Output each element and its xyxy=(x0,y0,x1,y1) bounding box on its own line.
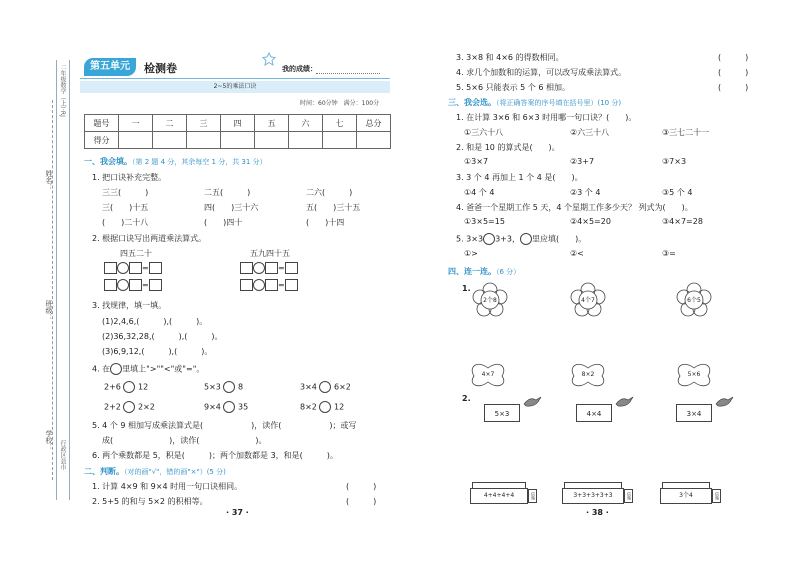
section-4-note: （6 分） xyxy=(496,268,521,276)
q1-item: 二六( ) xyxy=(306,188,353,197)
butterfly-label: 8×2 xyxy=(581,371,595,378)
margin-strip-top: 二年级数学（上）·RJ xyxy=(59,64,66,117)
answer-paren[interactable]: ( ) xyxy=(718,53,749,62)
flower[interactable] xyxy=(570,282,606,318)
choice-5: 5. 3×3 3+3， 里应填( )。 xyxy=(456,234,587,244)
envelope[interactable]: 3×4 xyxy=(676,404,712,422)
mailbox[interactable]: 3个4 xyxy=(660,488,712,504)
judge-1: 1. 计算 4×9 和 9×4 时用一句口诀相同。 xyxy=(92,482,243,491)
class-label: 班级： xyxy=(45,300,53,321)
answer-paren[interactable]: ( ) xyxy=(346,482,377,491)
unit-tag: 第五单元 xyxy=(84,58,136,76)
table-cell: 三 xyxy=(187,115,221,132)
bird-icon xyxy=(714,394,734,408)
q3-line: (1)2,4,6,( ),( )。 xyxy=(102,317,208,326)
section-1-heading xyxy=(84,156,267,167)
mailbox[interactable]: 4+4+4+4 xyxy=(470,488,528,504)
judge-5: 5. 5×6 只能表示 5 个 6 相加。 xyxy=(456,83,570,92)
q1-item: 二五( ) xyxy=(204,188,251,197)
score-table xyxy=(84,114,391,149)
q4-item: 3×4 6×2 xyxy=(300,382,351,392)
table-cell: 五 xyxy=(255,115,289,132)
right-page xyxy=(400,0,800,579)
q1-item: 五( )三十五 xyxy=(306,203,361,212)
mailbox-tag: 信箱 xyxy=(624,489,633,503)
flower-label: 6个5 xyxy=(687,297,701,304)
choice-option: ①三六十八 xyxy=(464,128,504,137)
score-label: 我的成绩： xyxy=(282,65,317,73)
butterfly[interactable] xyxy=(468,362,508,390)
q2-rhyme-a: 四五二十 xyxy=(120,249,152,258)
title-rule xyxy=(80,78,390,79)
score-cell[interactable] xyxy=(153,132,187,149)
q2-boxes-a2: = xyxy=(104,279,162,291)
q2-boxes-a1: = xyxy=(104,262,162,274)
flower[interactable] xyxy=(472,282,508,318)
score-blank[interactable] xyxy=(316,73,380,74)
margin-strip-bottom: 行政区县市 xyxy=(59,440,66,470)
section-4-title: 四、连一连。 xyxy=(448,267,496,276)
q3-line: (3)6,9,12,( ),( )。 xyxy=(102,347,213,356)
q5-line-2: 成( )，读作( )。 xyxy=(102,436,267,445)
time-info: 时间：60分钟 满分：100分 xyxy=(300,100,380,107)
school-label: 学校： xyxy=(45,430,53,451)
table-cell: 得分 xyxy=(85,132,119,149)
q3-title: 3. 找规律，填一填。 xyxy=(92,301,167,310)
page-number: · 38 · xyxy=(586,508,609,517)
choice-option: ③4×7=28 xyxy=(662,217,703,226)
section-3-note: （将正确答案的序号填在括号里）(10 分) xyxy=(496,99,622,107)
link-2-number: 2. xyxy=(462,394,471,403)
choice-option: ②3+7 xyxy=(570,157,595,166)
butterfly[interactable] xyxy=(568,362,608,390)
unit-title: 检测卷 xyxy=(144,62,177,75)
mailbox-tag: 信箱 xyxy=(528,489,537,503)
choice-4: 4. 爸爸一个星期工作 5 天，4 个星期工作多少天？ 列式为( )。 xyxy=(456,203,693,212)
section-4-heading xyxy=(448,266,520,277)
butterfly[interactable] xyxy=(674,362,714,390)
choice-option: ②3 个 4 xyxy=(570,188,601,197)
q2-title: 2. 根据口诀写出两道乘法算式。 xyxy=(92,234,207,243)
mailbox-tag: 信箱 xyxy=(712,489,721,503)
table-cell: 四 xyxy=(221,115,255,132)
envelope[interactable]: 5×3 xyxy=(484,404,520,422)
choice-option: ③5 个 4 xyxy=(662,188,693,197)
score-cell[interactable] xyxy=(289,132,323,149)
flower[interactable] xyxy=(676,282,712,318)
name-label: 姓名： xyxy=(45,170,53,191)
choice-2: 2. 和是 10 的算式是( )。 xyxy=(456,143,560,152)
score-table-row xyxy=(85,132,391,149)
q3-line: (2)36,32,28,( ),( )。 xyxy=(102,332,223,341)
choice-option: ②< xyxy=(570,249,584,258)
link-1-number: 1. xyxy=(462,284,471,293)
choice-option: ①> xyxy=(464,249,478,258)
q1-item: 三( )十五 xyxy=(102,203,149,212)
choice-option: ③三七二十一 xyxy=(662,128,710,137)
cut-line xyxy=(52,100,53,480)
envelope[interactable]: 4×4 xyxy=(576,404,612,422)
choice-option: ①3×5=15 xyxy=(464,217,505,226)
q4-title: 4. 在 里填上">""<"或"="。 xyxy=(92,364,205,374)
judge-4: 4. 求几个加数和的运算，可以改写成乘法算式。 xyxy=(456,68,627,77)
choice-3: 3. 3 个 4 再加上 1 个 4 是( )。 xyxy=(456,173,583,182)
q1-item: 四( )三十六 xyxy=(204,203,259,212)
q4-item: 5×3 8 xyxy=(204,382,244,392)
table-cell: 七 xyxy=(323,115,357,132)
answer-paren[interactable]: ( ) xyxy=(718,83,749,92)
section-2-note: （对的画"√"，错的画"×"）(5 分) xyxy=(124,468,226,476)
q1-title: 1. 把口诀补充完整。 xyxy=(92,173,167,182)
flower-label: 2个8 xyxy=(483,297,497,304)
table-cell: 总分 xyxy=(357,115,391,132)
table-cell: 一 xyxy=(119,115,153,132)
q4-item: 8×2 12 xyxy=(300,402,345,412)
score-cell[interactable] xyxy=(221,132,255,149)
section-1-note: （第 2 题 4 分，其余每空 1 分，共 31 分） xyxy=(132,158,267,166)
q2-boxes-b1: = xyxy=(240,262,298,274)
table-cell: 六 xyxy=(289,115,323,132)
table-cell: 题号 xyxy=(85,115,119,132)
page-number: · 37 · xyxy=(226,508,249,517)
mailbox[interactable]: 3+3+3+3+3 xyxy=(562,488,624,504)
choice-option: ③7×3 xyxy=(662,157,687,166)
section-1-title: 一、我会填。 xyxy=(84,157,132,166)
choice-option: ①3×7 xyxy=(464,157,489,166)
choice-option: ②六三十八 xyxy=(570,128,610,137)
q1-item: 三三( ) xyxy=(102,188,149,197)
bird-icon xyxy=(522,394,542,408)
section-3-title: 三、我会选。 xyxy=(448,98,496,107)
score-table-header xyxy=(85,115,391,132)
section-2-heading xyxy=(84,466,226,477)
q2-boxes-b2: = xyxy=(240,279,298,291)
answer-paren[interactable]: ( ) xyxy=(346,497,377,506)
choice-option: ①4 个 4 xyxy=(464,188,495,197)
q6: 6. 两个乘数都是 5，积是( )；两个加数都是 3，和是( )。 xyxy=(92,451,338,460)
q4-item: 2+2 2×2 xyxy=(104,402,155,412)
judge-2: 2. 5+5 的和与 5×2 的积相等。 xyxy=(92,497,208,506)
subtitle: 2~5的乘法口诀 xyxy=(80,81,390,93)
choice-option: ③= xyxy=(662,249,676,258)
q1-item: ( )二十八 xyxy=(102,218,149,227)
section-3-heading xyxy=(448,97,621,108)
bird-icon xyxy=(614,394,634,408)
q2-rhyme-b: 五九四十五 xyxy=(250,249,290,258)
choice-1: 1. 在计算 3×6 和 6×3 时用哪一句口诀？( )。 xyxy=(456,113,637,122)
score-cell[interactable] xyxy=(255,132,289,149)
choice-option: ②4×5=20 xyxy=(570,217,611,226)
score-cell[interactable] xyxy=(357,132,391,149)
score-cell[interactable] xyxy=(323,132,357,149)
table-cell: 二 xyxy=(153,115,187,132)
star-icon xyxy=(262,52,276,66)
butterfly-label: 5×6 xyxy=(687,371,701,378)
answer-paren[interactable]: ( ) xyxy=(718,68,749,77)
score-cell[interactable] xyxy=(119,132,153,149)
score-cell[interactable] xyxy=(187,132,221,149)
flower-label: 4个7 xyxy=(581,297,595,304)
section-2-title: 二、判断。 xyxy=(84,467,124,476)
margin-strip xyxy=(56,60,70,500)
q4-item: 9×4 35 xyxy=(204,402,249,412)
q5-line-1: 5. 4 个 9 相加写成乘法算式是( )，读作( )；或写 xyxy=(92,421,357,430)
butterfly-label: 4×7 xyxy=(481,371,495,378)
q4-item: 2+6 12 xyxy=(104,382,149,392)
q1-item: ( )十四 xyxy=(306,218,345,227)
judge-3: 3. 3×8 和 4×6 的得数相同。 xyxy=(456,53,564,62)
q1-item: ( )四十 xyxy=(204,218,243,227)
